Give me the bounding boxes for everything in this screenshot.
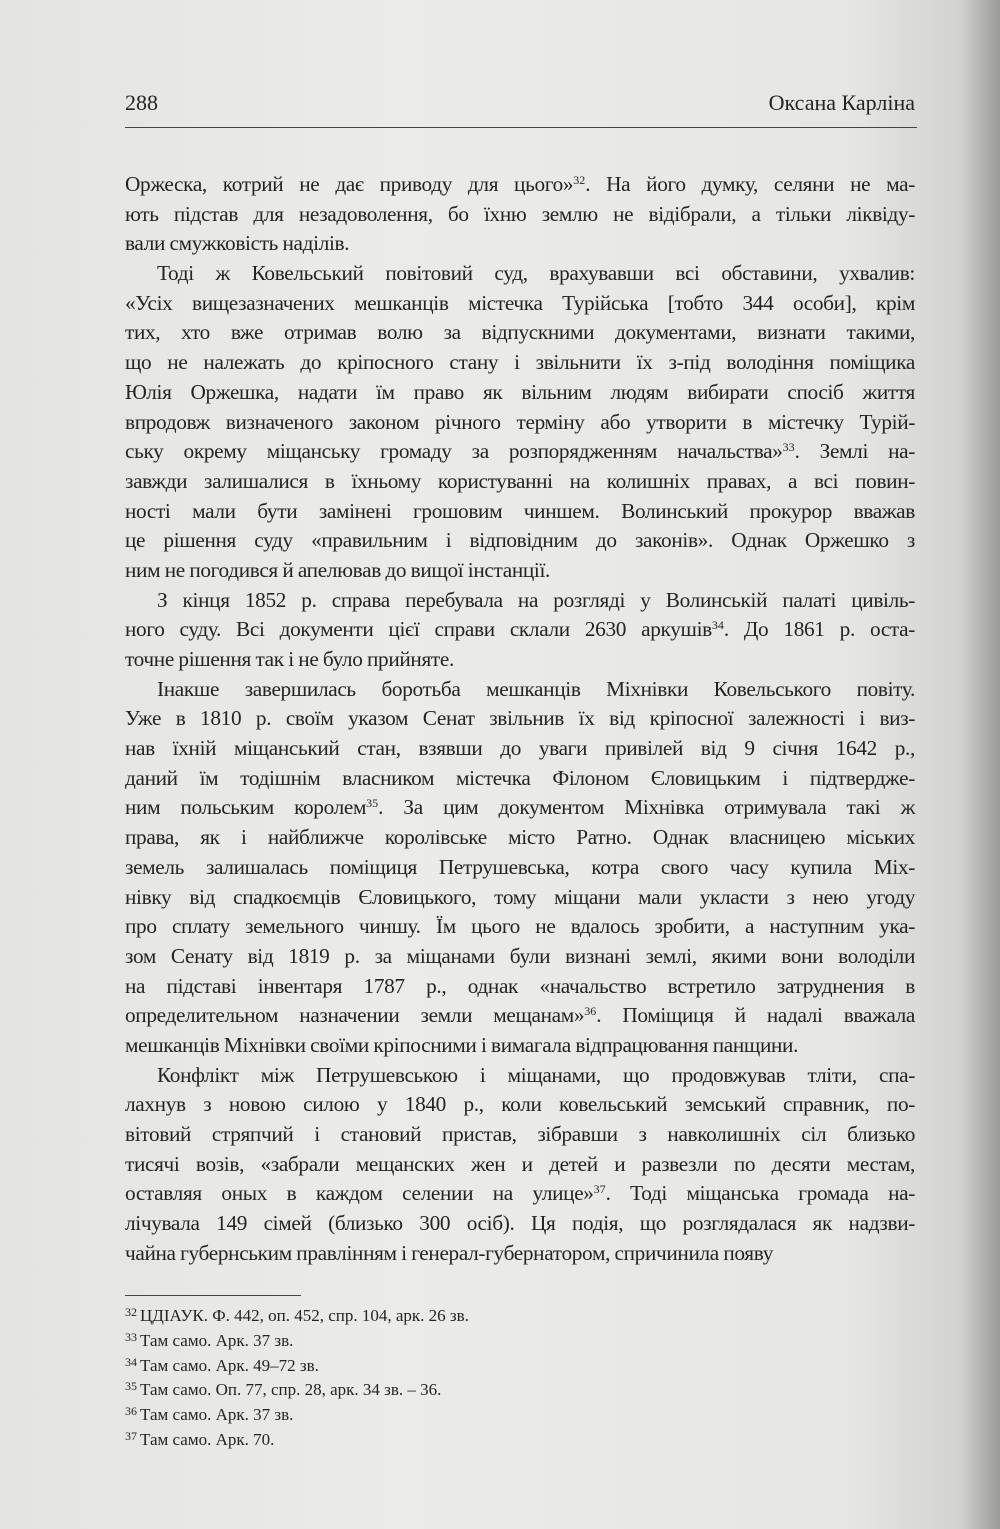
- footnote-number: 32: [125, 1305, 137, 1319]
- body-text: [125, 170, 915, 1268]
- text-run: впродовж визначеного законом річного терміну або утворити в містечку Турій-: [125, 409, 915, 434]
- text-run: вали смужковість наділів.: [125, 231, 350, 256]
- text-run: вітовий стряпчий і становий пристав, зібравши з навколишніх сіл близько: [125, 1122, 915, 1146]
- text-line: [125, 1061, 915, 1091]
- text-line: [125, 645, 915, 675]
- footnote-number: 37: [125, 1428, 137, 1443]
- text-line: [125, 823, 915, 853]
- text-run: мешканців Міхнівки своїми кріпосними і вимагала відпрацювання панщини.: [125, 1032, 799, 1057]
- footnotes: [125, 1304, 825, 1453]
- text-run: чайна губернським правлінням і генерал-губернатором, спричинила появу: [125, 1240, 774, 1265]
- text-run: ним не погодився й апелював до вищої інстанції.: [125, 557, 551, 582]
- text-run: тих, хто вже отримав волю за відпускними документами, визнати такими,: [125, 320, 915, 345]
- text-run: зом Сенату від 1819 р. за міщанами були визнані землі, якими вони володіли: [125, 943, 915, 968]
- text-run: . До 1861 р. оста-: [723, 617, 915, 642]
- text-line: [125, 1001, 915, 1031]
- footnote: [125, 1428, 825, 1453]
- page-number: 288: [125, 90, 158, 115]
- footnote: [125, 1378, 825, 1403]
- text-line: [125, 942, 915, 972]
- text-run: на підставі інвентаря 1787 р., однак «начальство встретило затруднения в: [125, 973, 915, 998]
- text-run: Оржеска, котрий не дає приводу для цього»: [125, 172, 574, 196]
- text-line: [125, 972, 915, 1002]
- text-line: [125, 1239, 915, 1269]
- text-line: [125, 200, 915, 230]
- text-run: земель залишалась поміщиця Петрушевська, котра свого часу купила Міх-: [125, 854, 915, 879]
- text-line: [125, 408, 915, 438]
- footnote-number: 34: [125, 1354, 137, 1369]
- text-line: [125, 497, 915, 527]
- text-run: ного суду. Всі документи цієї справи склали 2630 аркушів: [125, 617, 712, 642]
- text-run: лічувала 149 сімей (близько 300 осіб). Ця подія, що розглядалася як надзви-: [125, 1211, 915, 1236]
- text-line: [125, 289, 915, 319]
- text-run: даний їм тодішнім власником містечка Філоном Єловицьким і підтвердже-: [125, 765, 915, 790]
- running-header: [125, 90, 915, 120]
- text-run: нівку від спадкоємців Єловицького, тому міщани мали укласти з нею угоду: [125, 884, 915, 909]
- text-run: «Усіх вищезазначених мешканців містечка Турійська [тобто 344 особи], крім: [125, 290, 915, 315]
- text-line: [125, 704, 915, 734]
- text-run: ють підстав для незадоволення, бо їхню землю не відібрали, а тільки ліквіду-: [125, 201, 915, 226]
- footnote-ref[interactable]: 32: [573, 173, 586, 187]
- text-line: [125, 1150, 915, 1180]
- text-line: [125, 170, 915, 200]
- text-run: . Тоді міщанська громада на-: [605, 1181, 915, 1206]
- footnote-number: 36: [125, 1404, 137, 1419]
- footnote: [125, 1403, 825, 1428]
- footnote-text: ЦДІАУК. Ф. 442, оп. 452, спр. 104, арк. 26 зв.: [140, 1306, 469, 1325]
- text-line: [125, 467, 915, 497]
- text-run: . За цим документом Міхнівка отримувала такі ж: [378, 795, 915, 820]
- footnote-text: Там само. Оп. 77, спр. 28, арк. 34 зв. – 36.: [140, 1380, 442, 1400]
- text-line: [125, 793, 915, 823]
- text-line: [125, 1031, 915, 1061]
- text-run: права, як і найближче королівське місто Ратно. Однак власницею міських: [125, 825, 915, 850]
- text-line: [125, 1179, 915, 1209]
- text-run: лахнув з новою силою у 1840 р., коли ковельський земський справник, по-: [125, 1092, 915, 1117]
- footnote-text: Там само. Арк. 49–72 зв.: [140, 1355, 319, 1375]
- text-run: ним польським королем: [125, 795, 367, 820]
- text-run: Юлія Оржешка, надати їм право як вільним людям вибирати спосіб життя: [125, 379, 915, 404]
- text-line: [125, 883, 915, 913]
- text-line: [125, 912, 915, 942]
- text-run: Тоді ж Ковельський повітовий суд, врахувавши всі обставини, ухвалив:: [157, 261, 915, 286]
- text-line: [125, 734, 915, 764]
- text-run: . На його думку, селяни не ма-: [585, 172, 915, 196]
- text-run: нав їхній міщанський стан, взявши до уваги привілей від 9 січня 1642 р.,: [125, 736, 915, 761]
- text-run: ську окрему міщанську громаду за розпорядженням начальства»: [125, 439, 783, 464]
- text-line: [125, 437, 915, 467]
- footnote-ref[interactable]: 34: [711, 618, 724, 633]
- text-line: [125, 1120, 915, 1150]
- footnote-ref[interactable]: 35: [366, 796, 379, 811]
- text-run: З кінця 1852 р. справа перебувала на розгляді у Волинській палаті цивіль-: [157, 587, 915, 612]
- text-line: [125, 229, 915, 259]
- text-line: [125, 526, 915, 556]
- text-run: завжди залишалися в їхньому користуванні на колишніх правах, а всі повин-: [125, 468, 915, 493]
- text-run: ності мали бути замінені грошовим чиншем. Волинський прокурор вважав: [125, 498, 915, 523]
- running-header-author: Оксана Карліна: [768, 90, 915, 115]
- text-run: що не належать до кріпосного стану і звільнити їх з-під володіння поміщика: [125, 350, 915, 375]
- text-line: [125, 764, 915, 794]
- footnote: [125, 1329, 825, 1354]
- footnote-text: Там само. Арк. 37 зв.: [140, 1330, 294, 1350]
- footnote-number: 35: [125, 1379, 137, 1394]
- text-run: Конфлікт між Петрушевською і міщанами, що продовжував тліти, спа-: [157, 1062, 915, 1087]
- text-run: Уже в 1810 р. своїм указом Сенат звільнив їх від кріпосної залежності і виз-: [125, 706, 915, 731]
- text-line: [125, 1090, 915, 1120]
- text-run: . Землі на-: [794, 439, 915, 464]
- text-run: про сплату земельного чиншу. Їм цього не вдалось зробити, а наступним ука-: [125, 914, 915, 939]
- footnote-text: Там само. Арк. 37 зв.: [140, 1405, 294, 1425]
- text-line: [125, 586, 915, 616]
- text-run: Інакше завершилась боротьба мешканців Міхнівки Ковельського повіту.: [157, 676, 915, 701]
- text-line: [125, 318, 915, 348]
- footnote: [125, 1304, 825, 1329]
- footnote-ref[interactable]: 33: [782, 440, 795, 455]
- text-run: точне рішення так і не було прийняте.: [125, 647, 454, 671]
- text-line: [125, 259, 915, 289]
- text-run: . Поміщиця й надалі вважала: [596, 1003, 915, 1028]
- text-line: [125, 1209, 915, 1239]
- text-line: [125, 853, 915, 883]
- footnote-separator: [125, 1295, 301, 1296]
- footnote-ref[interactable]: 36: [584, 1004, 597, 1019]
- footnote: [125, 1354, 825, 1379]
- footnote-number: 33: [125, 1329, 137, 1344]
- text-run: определительном назначении земли мещанам»: [125, 1003, 585, 1028]
- footnote-ref[interactable]: 37: [593, 1182, 606, 1197]
- text-run: тисячі возів, «забрали мещанских жен и детей и развезли по десяти местам,: [125, 1151, 915, 1176]
- text-run: це рішення суду «правильним і відповідним до законів». Однак Оржешко з: [125, 528, 915, 553]
- text-line: [125, 615, 915, 645]
- text-run: оставляя оных в каждом селении на улице»: [125, 1181, 594, 1206]
- header-rule: [125, 127, 917, 128]
- text-line: [125, 675, 915, 705]
- text-line: [125, 556, 915, 586]
- text-line: [125, 378, 915, 408]
- footnote-text: Там само. Арк. 70.: [140, 1429, 275, 1449]
- text-line: [125, 348, 915, 378]
